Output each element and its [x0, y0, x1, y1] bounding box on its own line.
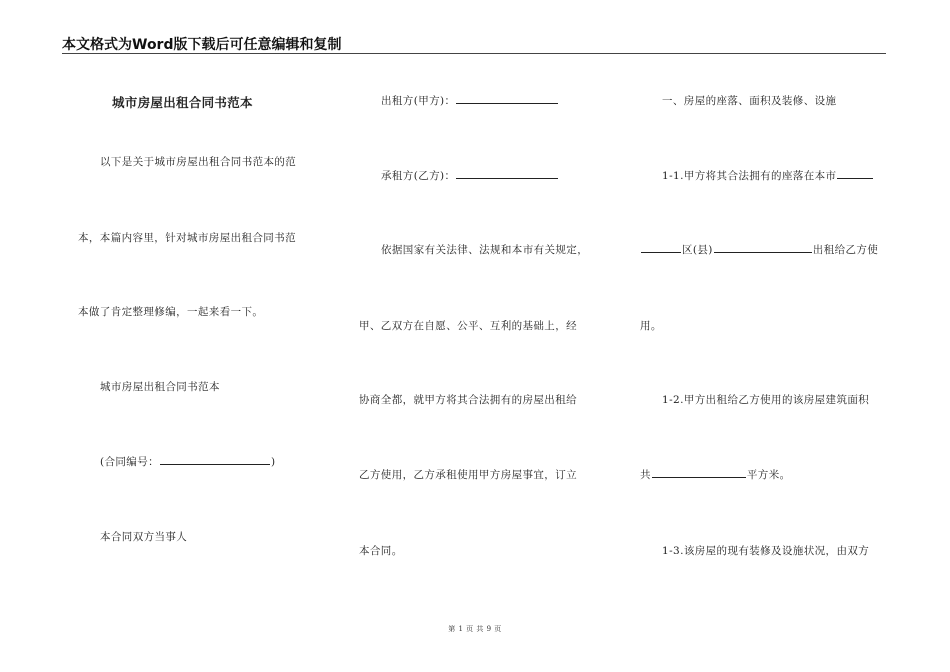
intro-line-2: 本，本篇内容里，针对城市房屋出租合同书范 [78, 232, 296, 244]
clause-1-2-line-a: 1-2.甲方出租给乙方使用的该房屋建筑面积 [662, 394, 870, 406]
clause-line-2: 甲、乙双方在自愿、公平、互利的基础上，经 [359, 320, 577, 332]
lessor-blank[interactable] [456, 93, 558, 104]
clause-1-1-line-b [640, 242, 878, 257]
clause-1-2-line-b [640, 467, 791, 482]
area-prefix: 共 [640, 469, 651, 481]
document-title: 城市房屋出租合同书范本 [112, 95, 253, 110]
subtitle: 城市房屋出租合同书范本 [100, 381, 220, 393]
clause-line-1: 依据国家有关法律、法规和本市有关规定， [381, 244, 589, 256]
city-blank[interactable] [837, 168, 873, 179]
contract-number-label: (合同编号： [100, 456, 159, 468]
document-header: 本文格式为Word版下载后可任意编辑和复制 [62, 37, 342, 53]
lessee-blank[interactable] [456, 168, 558, 179]
lessor-line [381, 93, 559, 108]
clause-line-5: 本合同。 [359, 545, 403, 557]
clause-line-3: 协商全都，就甲方将其合法拥有的房屋出租给 [359, 394, 577, 406]
area-unit: 平方米。 [746, 469, 791, 481]
area-blank[interactable] [652, 467, 746, 478]
contract-number-blank[interactable] [160, 454, 270, 465]
lessor-label: 出租方(甲方)： [381, 95, 456, 107]
lessee-line [381, 168, 559, 183]
header-rule [62, 53, 886, 54]
clause-1-1-text: 1-1.甲方将其合法拥有的座落在本市 [662, 170, 837, 182]
page-footer: 第 1 页 共 9 页 [448, 625, 502, 633]
clause-1-1-line-a [662, 168, 874, 183]
intro-line-3: 本做了肯定整理修编，一起来看一下。 [78, 306, 264, 318]
contract-number-close: ) [271, 456, 276, 468]
contract-number [100, 454, 276, 469]
clause-1-1-line-c: 用。 [640, 320, 662, 332]
lessee-label: 承租方(乙方)： [381, 170, 456, 182]
clause-1-3-line-a: 1-3.该房屋的现有装修及设施状况，由双方 [662, 545, 870, 557]
clause-line-4: 乙方使用，乙方承租使用甲方房屋事宜，订立 [359, 469, 577, 481]
intro-line-1: 以下是关于城市房屋出租合同书范本的范 [100, 156, 297, 168]
district-label: 区(县) [682, 244, 713, 256]
district-blank[interactable] [641, 242, 681, 253]
section-heading: 一、房屋的座落、面积及装修、设施 [662, 95, 837, 107]
clause-1-1-end: 出租给乙方使 [812, 244, 879, 256]
parties-line: 本合同双方当事人 [100, 531, 188, 543]
address-blank[interactable] [714, 242, 812, 253]
